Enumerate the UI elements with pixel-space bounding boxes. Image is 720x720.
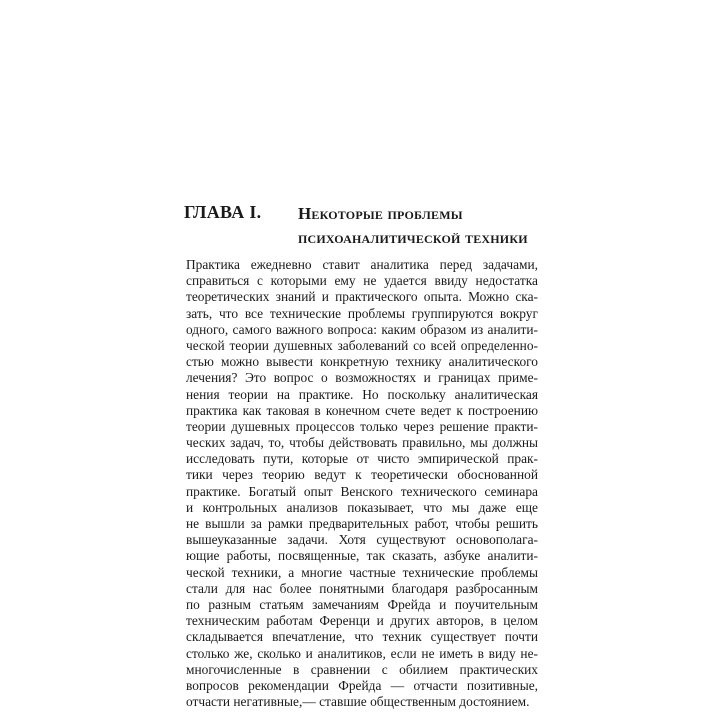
text-line: тики через теорию ведут к теоретически обоснованной — [186, 467, 538, 483]
text-line: не вышли за рамки предварительных работ, чтобы решить — [186, 516, 538, 531]
text-line: практике. Богатый опыт Венского технического семинара — [186, 483, 538, 499]
text-line: теории душевных процессов только через решение практи- — [186, 418, 538, 434]
text-line: исследовать пути, которые от чисто эмпирической прак- — [186, 451, 538, 467]
text-line: практика как таковая в конечном счете ведет к построению — [186, 402, 538, 418]
text-line: стали для нас более понятными благодаря разбросанным — [186, 580, 538, 596]
text-line: складывается впечатление, что техник существует почти — [186, 629, 538, 645]
text-line: нения теории на практике. Но поскольку аналитическая — [186, 386, 538, 402]
text-line: отчасти негативные,— ставшие общественным достоянием. — [186, 694, 530, 710]
text-line: одного, самого важного вопроса: каким образом из аналити- — [186, 321, 538, 337]
chapter-label: ГЛАВА I. — [184, 202, 262, 222]
body-paragraph — [186, 257, 538, 710]
text-line: и контрольных анализов показывает, что мы даже еще — [186, 499, 538, 515]
text-line: зать, что все технические проблемы группируются вокруг — [186, 305, 538, 321]
text-line: справиться с которыми ему не удается ввиду недостатка — [186, 273, 538, 289]
text-line: лечения? Это вопрос о возможностях и границах приме- — [186, 370, 538, 386]
text-line: столько же, сколько и аналитиков, если не иметь в виду не- — [186, 645, 538, 661]
chapter-title — [298, 202, 558, 250]
chapter-title-line: Некоторые проблемы — [298, 204, 463, 223]
text-line: стью можно вывести конкретную технику аналитического — [186, 354, 538, 370]
text-line: ческих задач, то, чтобы действовать правильно, мы должны — [186, 435, 538, 451]
text-line: ющие работы, посвященные, так сказать, азбуке аналити- — [186, 548, 538, 564]
text-line: ческой техники, а многие частные технические проблемы — [186, 564, 538, 580]
text-line: вопросов рекомендации Фрейда — отчасти позитивные, — [186, 677, 538, 693]
text-line: многочисленные в сравнении с обилием практических — [186, 661, 538, 677]
text-line: ческой теории душевных заболеваний со всей определенно- — [186, 337, 538, 353]
text-line: техническим работам Ференци и других авторов, в целом — [186, 613, 538, 629]
chapter-title-line: психоаналитической техники — [298, 228, 528, 247]
text-line: по разным статьям замечаниям Фрейда и поучительным — [186, 596, 538, 612]
text-line: вышеуказанные задачи. Хотя существуют основополага- — [186, 532, 538, 548]
text-line: Практика ежедневно ставит аналитика перед задачами, — [186, 257, 538, 272]
text-line: теоретических знаний и практического опыта. Можно ска- — [186, 289, 538, 305]
